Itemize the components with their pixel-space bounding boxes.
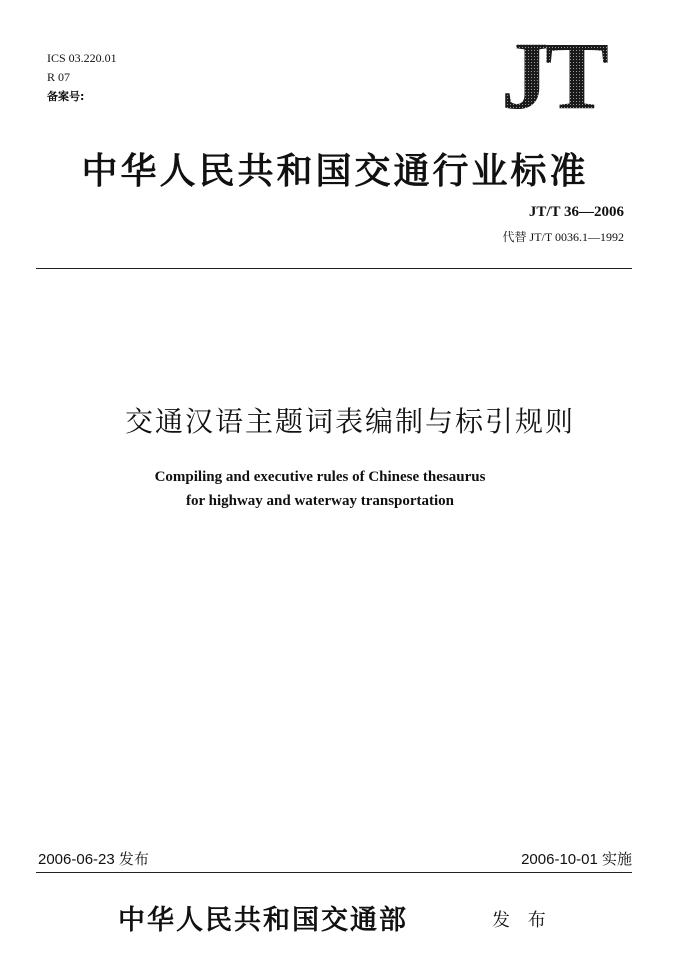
header-divider [36,268,632,269]
industry-standard-title: 中华人民共和国交通行业标准 [81,150,589,192]
ics-code: ICS 03.220.01 [47,51,117,65]
english-title-line-2: for highway and waterway transportation [185,493,455,509]
jt-logo-text: JT [500,34,606,114]
english-title-line-1: Compiling and executive rules of Chinese thesaurus [154,469,486,485]
metadata-block [47,49,117,106]
footer-divider [36,872,632,873]
jt-logo [482,34,624,114]
chinese-title: 交通汉语主题词表编制与标引规则 [124,405,575,438]
english-title [0,465,640,513]
implementation-date: 2006-10-01 实施 [521,851,632,868]
issue-date: 2006-06-23 发布 [38,851,149,868]
filing-number-label: 备案号: [47,90,85,103]
replaces-standard: 代替 JT/T 0036.1—1992 [502,230,624,244]
classification-code: R 07 [47,70,71,84]
standard-number: JT/T 36—2006 [528,204,624,220]
publisher-name: 中华人民共和国交通部 [118,905,408,936]
publisher-action: 发 布 [492,910,552,931]
